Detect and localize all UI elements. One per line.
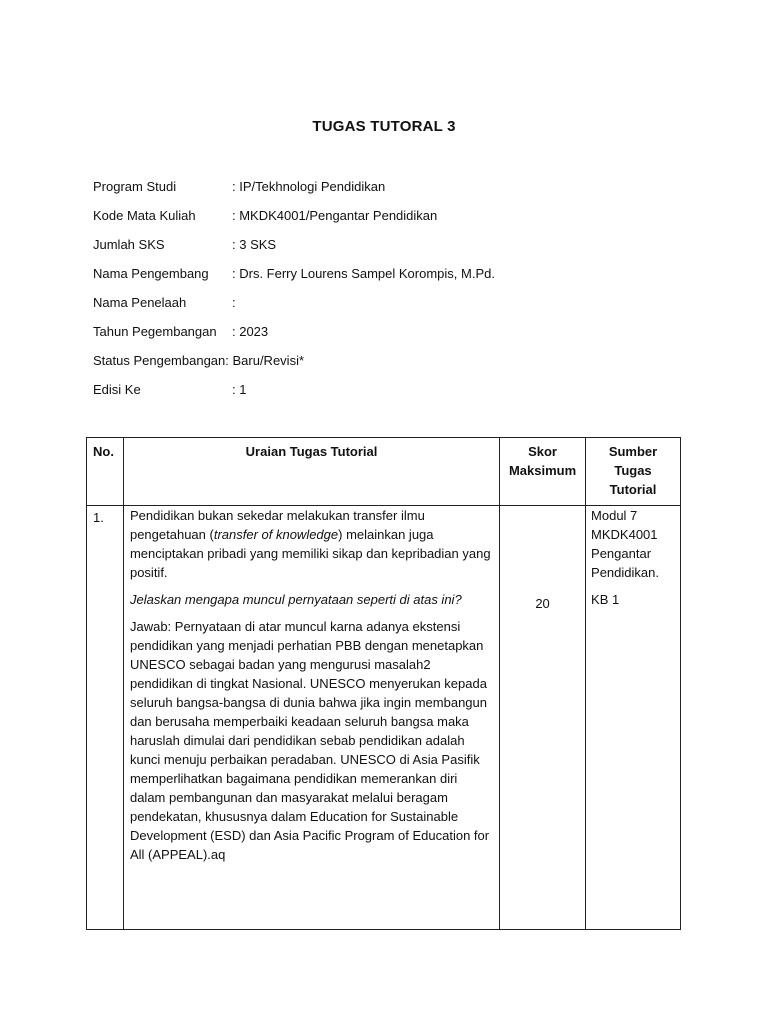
meta-label: Tahun Pegembangan bbox=[93, 324, 217, 339]
task-answer: Jawab: Pernyataan di atar muncul karna adanya ekstensi pendidikan yang menjadi perhatian PBB dengan menetapkan UNESCO sebagai badan yang mengurusi masalah2 pendidikan di tingkat Nasional. UNESCO menyerukan kepada seluruh bangsa-bangsa di dunia bahwa jika ingin membangun dan berusaha memperbaiki keadaan seluruh bangsa maka haruslah dimulai dari pendidikan sebab pendidikan adalah kunci menuju perbaikan peradaban. UNESCO di Asia Pasifik memperlihatkan bagaimana pendidikan memerankan diri dalam pembangunan dan masyarakat melalui beragam pendekatan, khususnya dalam Education for Sustainable Development (ESD) dan Asia Pacific Program of Education for All (APPEAL).aq bbox=[129, 619, 490, 862]
meta-value: : IP/Tekhnologi Pendidikan bbox=[232, 179, 386, 194]
header-sumber: Sumber Tugas Tutorial bbox=[586, 438, 681, 506]
meta-value: : 3 SKS bbox=[232, 237, 277, 252]
task-statement bbox=[130, 506, 493, 582]
source-line: Pendidikan. bbox=[591, 565, 659, 580]
header-uraian: Uraian Tugas Tutorial bbox=[123, 438, 499, 506]
task-question: Jelaskan mengapa muncul pernyataan seperti di atas ini? bbox=[129, 592, 462, 607]
task-statement-part1: Pendidikan bukan sekedar melakukan transfer ilmu pengetahuan ( bbox=[129, 508, 425, 542]
task-description bbox=[123, 506, 499, 930]
max-score: 20 bbox=[500, 506, 586, 930]
table-row bbox=[87, 506, 681, 930]
document-title: TUGAS TUTORAL 3 bbox=[312, 118, 456, 135]
meta-label: Status Pengembangan: Baru/Revisi* bbox=[93, 353, 305, 368]
task-statement-part2: ) melainkan juga menciptakan pribadi yang memiliki sikap dan kepribadian yang positif. bbox=[129, 527, 491, 580]
row-number: 1. bbox=[87, 506, 124, 930]
meta-value: : 2023 bbox=[232, 324, 269, 339]
header-skor: Skor Maksimum bbox=[500, 438, 586, 506]
tutorial-task-table bbox=[86, 437, 681, 930]
source-kb: KB 1 bbox=[591, 592, 620, 607]
source-cell bbox=[586, 506, 681, 930]
meta-label: Nama Pengembang bbox=[93, 266, 209, 281]
meta-value: : MKDK4001/Pengantar Pendidikan bbox=[232, 208, 438, 223]
meta-label: Kode Mata Kuliah bbox=[93, 208, 196, 223]
task-statement-emphasis: transfer of knowledge bbox=[213, 527, 339, 542]
meta-value: : Drs. Ferry Lourens Sampel Korompis, M.Pd. bbox=[232, 266, 495, 281]
meta-label: Edisi Ke bbox=[93, 382, 141, 397]
source-line: MKDK4001 bbox=[591, 527, 658, 542]
meta-value: : 1 bbox=[232, 382, 247, 397]
meta-label: Jumlah SKS bbox=[93, 237, 165, 252]
source-line: Pengantar bbox=[591, 546, 652, 561]
table-header-row bbox=[87, 438, 681, 506]
meta-label: Program Studi bbox=[93, 179, 177, 194]
header-no: No. bbox=[87, 438, 124, 506]
meta-label: Nama Penelaah bbox=[93, 295, 187, 310]
source-line: Modul 7 bbox=[591, 508, 638, 523]
meta-value: : bbox=[232, 295, 236, 310]
